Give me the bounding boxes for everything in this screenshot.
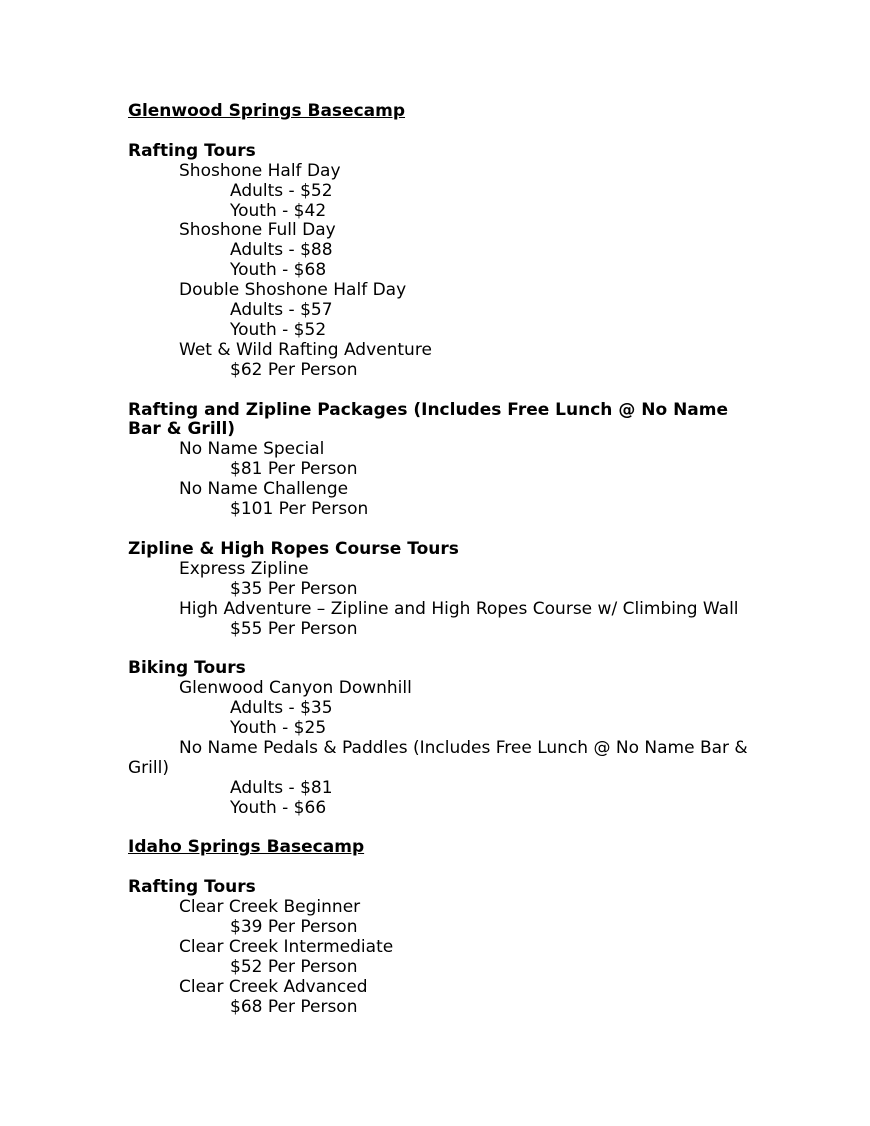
tour-name: Clear Creek Advanced [179,976,368,997]
tour-price: $35 Per Person [230,578,358,599]
spacer [128,381,748,401]
tour-price: Youth - $66 [230,797,327,818]
tour-price: Adults - $57 [230,300,333,321]
tour-price: $39 Per Person [230,917,358,938]
tour-price: $68 Per Person [230,996,358,1017]
tour-name: Double Shoshone Half Day [179,280,407,301]
section-heading-packages: Rafting and Zipline Packages (Includes Free Lunch @ No Name Bar & Grill) [128,399,734,440]
tour-price: Youth - $42 [230,200,327,221]
section-heading-biking: Biking Tours [128,658,246,679]
tour-name: Clear Creek Beginner [179,897,361,918]
spacer [128,639,748,659]
tour-price: Adults - $52 [230,180,333,201]
basecamp-title-idaho: Idaho Springs Basecamp [128,837,365,858]
tour-price: $62 Per Person [230,359,358,380]
tour-name: No Name Pedals & Paddles (Includes Free Lunch @ No Name Bar & Grill) [128,737,754,778]
tour-price: Adults - $81 [230,777,333,798]
section-heading-rafting: Rafting Tours [128,140,256,161]
basecamp-title-glenwood: Glenwood Springs Basecamp [128,101,406,121]
section-heading-rafting: Rafting Tours [128,877,256,898]
document-page [128,101,754,1018]
tour-price: Youth - $52 [230,319,327,340]
tour-price: Adults - $88 [230,240,333,261]
tour-price: Youth - $25 [230,718,327,739]
tour-name: High Adventure – Zipline and High Ropes Course w/ Climbing Wall [179,598,739,619]
tour-price: $101 Per Person [230,499,369,520]
spacer [128,122,748,142]
section-heading-zipline: Zipline & High Ropes Course Tours [128,538,459,559]
tour-name: Shoshone Half Day [179,160,341,181]
tour-name: No Name Challenge [179,479,349,500]
tour-price: Youth - $68 [230,260,327,281]
spacer [128,858,748,878]
tour-price: Adults - $35 [230,698,333,719]
spacer [128,819,748,839]
tour-price: $52 Per Person [230,956,358,977]
tour-price: $55 Per Person [230,618,358,639]
tour-name: Express Zipline [179,558,309,579]
tour-name: Clear Creek Intermediate [179,936,394,957]
tour-name: Wet & Wild Rafting Adventure [179,339,432,360]
spacer [128,520,748,540]
tour-name: No Name Special [179,439,325,460]
tour-name: Glenwood Canyon Downhill [179,678,412,699]
tour-name: Shoshone Full Day [179,220,336,241]
tour-price: $81 Per Person [230,459,358,480]
